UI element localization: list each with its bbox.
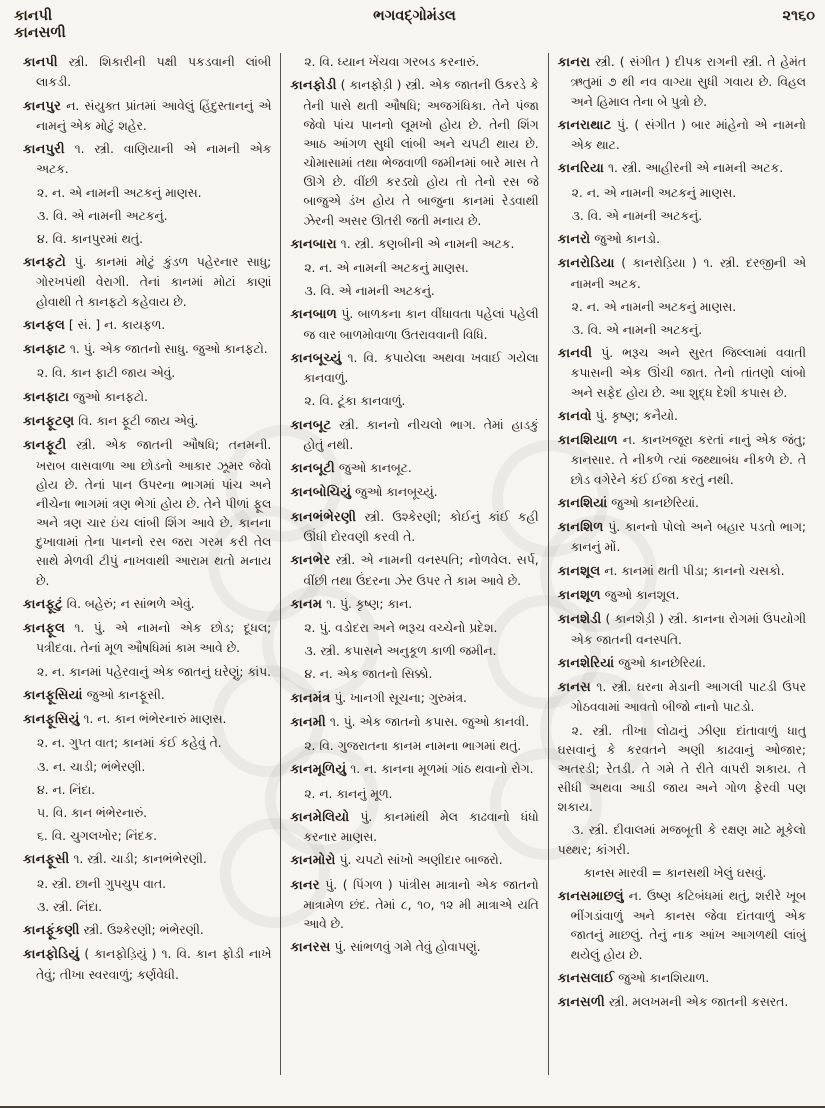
entry-sense: ૨. વિ. ટૂંકા કાનવાળું. xyxy=(304,394,406,409)
dictionary-column-3 xyxy=(548,53,815,1075)
entry-sense: ૨. ન. કાનનું મૂળ. xyxy=(304,786,393,801)
entry-sense: ૩. ન. ચાડી; ભંભેરણી. xyxy=(37,759,146,774)
entry-sense: ૨. ન. ગુપ્ત વાત; કાનમાં કંઈ કહેવું તે. xyxy=(37,736,222,751)
headword: કાનબારા xyxy=(290,236,337,252)
dictionary-entry: કાનમંત્ર પું. ખાનગી સૂચના; ગુરુમંત્ર. xyxy=(290,690,467,706)
headword: કાનસળી xyxy=(557,995,605,1011)
entry-sense: ૨. ન. એ નામની અટકનું માણસ. xyxy=(571,299,737,314)
dictionary-entry: કાનરો જુઓ કાનડો. xyxy=(557,231,661,247)
headword: કાનબૂટી xyxy=(290,461,335,477)
headword: કાનફૂસિયું xyxy=(23,712,80,728)
entry-sense: ૨. સ્ત્રી. તીખા લોઢાનું ઝીણા દાંતાવાળું ધાતુ ઘસવાનું કે કરવતને અણી કાઢવાનું ઓજાર; અતરડી; રેતડી. તે ગમે તે રીતે વાપરી શકાય. તે સીધી અથવા આડી જાય અને ગોળ ફેરવી પણ શકાય. xyxy=(557,723,806,815)
dictionary-entry: કાનબાળ પું. બાળકના કાન વીંધાવતા પહેલાં પહેલી જ વાર બાળમોવાળા ઉતરાવવાની વિધિ. xyxy=(290,307,539,342)
entry-sense: ૩. વિ. એ નામની અટકનું. xyxy=(37,208,168,223)
dictionary-entry: કાનશિળ પું. કાનનો પોલો અને બહાર પડતો ભાગ; કાનનું મોં. xyxy=(557,520,806,555)
headword: કાનપુરી xyxy=(23,142,65,157)
entry-sense: ૨. ન. કાનમાં પહેરવાનું એક જાતનું ઘરેણું; કાંપ. xyxy=(37,664,272,679)
headword: કાનફલ xyxy=(23,317,66,333)
dictionary-column-2 xyxy=(280,53,547,1075)
dictionary-entry: કાનફૂટણ વિ. કાન ફૂટી જાય એવું. xyxy=(23,413,199,429)
dictionary-entry: કાનસમાછલું ન. ઉષ્ણ કટિબંધમાં થતું, શરીરે ખૂબ ભીંગડાંવાળું અને કાનસ જેવા દાંતવાળું એક જાતનું માછલું. તેનું નાક આંખ આગળથી લાંબું થયેલું હોય છે. xyxy=(557,888,806,962)
headword: કાનફૂટું xyxy=(23,596,63,612)
dictionary-entry: કાનફૂસિયું ૧. ન. કાન ભંભેરનારું માણસ. xyxy=(23,712,227,728)
headword: કાનફૂલ xyxy=(23,621,66,637)
dictionary-entry: કાનફાટ ૧. પું. એક જાતનો સાધુ. જુઓ કાનફટો. xyxy=(23,342,268,358)
dictionary-entry: કાનભેર સ્ત્રી. એ નામની વનસ્પતિ; નોળવેલ. સર્પ, વીંછી તથા ઉંદરના ઝેર ઉપર તે કામ આવે છે. xyxy=(290,553,539,588)
entry-sense: ૩. સ્ત્રી. દીવાલમાં મજબૂતી કે રક્ષણ માટે મૂકેલો પથ્થર; કાંગરી. xyxy=(557,823,806,857)
headword: કાનબૂટ xyxy=(290,417,332,433)
dictionary-entry: કાનમ ૧. પું. કૃષ્ણ; કાન. xyxy=(290,596,413,612)
entry-sense: ૨. સ્ત્રી. છાની ગુપચુપ વાત. xyxy=(37,876,167,891)
entry-sense: ૩. વિ. એ નામની અટકનું. xyxy=(571,322,703,337)
headword: કાનરાથાટ xyxy=(557,117,612,133)
header-guide-word-first: કાનપી xyxy=(14,8,53,24)
dictionary-entry: કાનશેડી ( કાનશેડ઼ી ) સ્ત્રી. કાનના રોગમાં ઉપયોગી એક જાતની વનસ્પતિ. xyxy=(557,612,806,647)
headword: કાનફાટ xyxy=(23,342,66,358)
header-page-number: ૨૧૬૦ xyxy=(782,8,816,24)
entry-sense: ૨. વિ. કાન ફાટી જાય એવું. xyxy=(37,366,176,381)
headword: કાનરિયા xyxy=(557,161,605,177)
headword: કાનરોડિયા xyxy=(557,256,615,272)
dictionary-entry: કાનપી સ્ત્રી. શિકારીની પક્ષી પકડવાની લાંબી લાકડી. xyxy=(23,55,272,90)
headword: કાનફૂંકણી xyxy=(23,922,80,938)
dictionary-entry: કાનપુર ન. સંયુક્ત પ્રાંતમાં આવેલું હિંદુસ્તાનનું એ નામનું એક મોટું શહેર. xyxy=(23,98,272,133)
dictionary-entry: કાનફલ [ સં. ] ન. કાયફળ. xyxy=(23,317,166,333)
headword: કાનભંભેરણી xyxy=(290,509,357,525)
headword: કાનફોડિયું xyxy=(23,947,80,963)
dictionary-entry: કાનપુરી ૧. સ્ત્રી. વાણિયાની એ નામની એક અટક. xyxy=(23,142,272,177)
entry-sense: ૨. વિ. ધ્યાન ખેંચવા ગરબડ કરનારું. xyxy=(304,55,480,69)
dictionary-entry: કાનસલાઈ જુઓ કાનશિયાળ. xyxy=(557,970,710,986)
headword: કાનફૂસિયાં xyxy=(23,687,83,703)
dictionary-entry: કાનફૂંકણી સ્ત્રી. ઉશ્કેરણી; ભંભેરણી. xyxy=(23,922,204,938)
entry-sense: ૩. સ્ત્રી. કપાસને અનુકૂળ કાળી જમીન. xyxy=(304,644,497,659)
headword: કાનમી xyxy=(290,714,326,730)
headword: કાનશિયાં xyxy=(557,495,608,511)
headword: કાનરસ xyxy=(290,940,331,956)
headword: કાનફૂટી xyxy=(23,438,67,454)
entry-idiom: કાનસ મારવી = કાનસથી ખેલું ઘસવું. xyxy=(583,865,767,880)
dictionary-entry: કાનસળી સ્ત્રી. મલખમની એક જાતની કસરત. xyxy=(557,995,789,1011)
entry-sense: ૨. ન. એ નામની અટકનું માણસ. xyxy=(571,185,737,200)
dictionary-entry: કાનફૂટી સ્ત્રી. એક જાતની ઔષધિ; તનમની. ખરાબ વાસવાળા આ છોડનો આકાર ઝૂમર જેવો હોય છે. તેનાં પાન ઉપરના ભાગમાં પાંચ અને નીચેના ભાગમાં ત્રણ ભેગાં હોય છે. તેને પીળાં ફૂલ અને ત્રણ ચાર ઇંચ લાંબી શિંગ આવે છે. કાનના દુખાવામાં તેના પાનનો રસ જરા ગરમ કરી તેલ સાથે મેળવી ટીપું નાખવાથી આરામ થતો મનાય છે. xyxy=(23,438,272,588)
dictionary-entry: કાનફૂલ ૧. પું. એ નામનો એક છોડ; દૂધલ; પત્રીદવા. તેનાં મૂળ ઔષધિમાં કામ આવે છે. xyxy=(23,621,272,656)
dictionary-entry: કાનફોડિયું ( કાનફોડ઼િયું ) ૧. વિ. કાન ફોડી નાખે તેવું; તીખા સ્વરવાળું; કર્ણવેધી. xyxy=(23,947,272,982)
headword: કાનમોરો xyxy=(290,853,336,869)
headword: કાનશૂલ xyxy=(557,563,601,579)
entry-sense: ૪. ન. એક જાતનો સિક્કો. xyxy=(304,667,433,682)
headword: કાનસમાછલું xyxy=(557,888,624,904)
header-guide-word-last: કાનસળી xyxy=(14,25,66,41)
header-book-title: ભગવદ્ગોમંડલ xyxy=(373,8,456,24)
entry-sense: ૨. ન. એ નામની અટકનું માણસ. xyxy=(37,185,202,200)
headword: કાનમેલિયો xyxy=(290,809,350,825)
headword: કાનમ xyxy=(290,596,323,612)
dictionary-entry: કાનફટો પું. કાનમાં મોટું કુંડળ પહેરનાર સાધુ; ગોરખપંથી વેરાગી. તેનાં કાનમાં મોટાં કાણાં હોવાથી તે કાનફટો કહેવાય છે. xyxy=(23,255,272,309)
dictionary-entry: કાનબૂટી જુઓ કાનબૂટ. xyxy=(290,461,412,477)
entry-sense: ૬. વિ. ચુગલખોર; નિંદક. xyxy=(37,829,158,844)
dictionary-entry: કાનશૂળ જુઓ કાનશૂલ. xyxy=(557,587,680,603)
headword: કાનશિયાળ xyxy=(557,433,618,449)
headword: કાનશૂળ xyxy=(557,587,601,603)
headword: કાનપુર xyxy=(23,98,62,114)
dictionary-entry: કાનમૂળિયું ૧. ન. કાનના મૂળમાં ગાંઠ થવાનો રોગ. xyxy=(290,762,534,778)
dictionary-entry: કાનવી પું. ભરૂચ અને સુરત જિલ્લામાં વવાતી કપાસની એક ઊંચી જાત. તેનો તાંતણો લાંબો અને સફેદ હોય છે. આ શુદ્ધ દેશી કપાસ છે. xyxy=(557,346,806,400)
dictionary-entry: કાનબૂટ સ્ત્રી. કાનનો નીચલો ભાગ. તેમાં હાડકું હોતું નથી. xyxy=(290,417,539,452)
headword: કાનર xyxy=(290,877,320,893)
headword: કાનભેર xyxy=(290,553,331,569)
headword: કાનરા xyxy=(557,55,591,70)
dictionary-entry: કાનશેરિયાં જુઓ કાનછેરિયાં. xyxy=(557,655,706,671)
headword: કાનવો xyxy=(557,408,592,424)
entry-sense: ૫. વિ. કાન ભંભેરનારું. xyxy=(37,805,148,820)
entry-sense: ૨. પું. વડોદરા અને ભરૂચ વચ્ચેનો પ્રદેશ. xyxy=(304,621,498,636)
dictionary-entry: કાનમેલિયો પું. કાનમાંથી મેલ કાઢવાનો ધંધો કરનાર માણસ. xyxy=(290,809,539,845)
entry-sense: ૩. વિ. એ નામની અટકનું. xyxy=(571,208,703,223)
headword: કાનફાટા xyxy=(23,389,70,405)
headword: કાનમંત્ર xyxy=(290,690,331,706)
headword: કાનપી xyxy=(23,55,58,70)
dictionary-entry: કાનશૂલ ન. કાનમાં થતી પીડા; કાનનો ચસકો. xyxy=(557,563,785,579)
dictionary-entry: કાનમી ૧. પું. એક જાતનો કપાસ. જુઓ કાનવી. xyxy=(290,714,530,730)
entry-sense: ૨. વિ. ગુજરાતના કાનમ નામના ભાગમાં થતું. xyxy=(304,739,522,754)
dictionary-entry: કાનરસ પું. સાંભળવું ગમે તેવું હોવાપણું. xyxy=(290,940,481,956)
headword: કાનશેરિયાં xyxy=(557,655,615,671)
dictionary-entry: કાનફૂસિયાં જુઓ કાનફૂસી. xyxy=(23,687,165,703)
dictionary-entry: કાનરા સ્ત્રી. ( સંગીત ) દીપક રાગની સ્ત્રી. તે હેમંત ઋતુમાં ૭ થી નવ વાગ્યા સુધી ગવાય છે. વિહલ અને હિમાલ તેના બે પુત્રો છે. xyxy=(557,55,806,109)
dictionary-entry: કાનશિયાં જુઓ કાનછેરિયાં. xyxy=(557,495,699,511)
headword: કાનશેડી xyxy=(557,612,602,628)
headword: કાનફટો xyxy=(23,255,66,271)
dictionary-entry: કાનર પું. ( પિંગળ ) પાંત્રીસ માત્રાનો એક જાતનો માત્રામેળ છંદ. તેમાં ૮, ૧૦, ૧૨ મી માત્રાએ યતિ આવે છે. xyxy=(290,877,539,932)
entry-sense: ૪. વિ. કાનપુરમાં થતું. xyxy=(37,231,143,246)
headword: કાનરો xyxy=(557,231,591,247)
entry-sense: ૪. ન. નિંદા. xyxy=(37,782,96,797)
dictionary-entry: કાનસ ૧. સ્ત્રી. ઘરના મેડાની આગલી પાટડી ઉપર ગોઠવવામાં આવતો બીજો નાનો પાટડો. xyxy=(557,680,806,715)
page-header xyxy=(14,8,815,24)
entry-sense: ૩. વિ. એ નામની અટકનું. xyxy=(304,284,435,299)
headword: કાનફૂટણ xyxy=(23,413,75,429)
dictionary-entry: કાનશિયાળ ન. કાનખજૂરા કરતાં નાનું એક જંતુ; કાનસાર. તે નીકળે ત્યાં જથ્થાબંધ નીકળે છે. તે છોડ વગેરેને કંઈ ઈજા કરતું નથી. xyxy=(557,433,806,487)
dictionary-columns xyxy=(14,53,815,1075)
headword: કાનસલાઈ xyxy=(557,970,615,986)
headword: કાનશિળ xyxy=(557,520,604,536)
dictionary-column-1 xyxy=(14,53,280,1075)
headword: કાનવી xyxy=(557,346,593,362)
dictionary-entry: કાનબોચિયું જુઓ કાનબૂચ્યું. xyxy=(290,485,438,501)
dictionary-entry: કાનફાટા જુઓ કાનફટો. xyxy=(23,389,148,405)
dictionary-entry: કાનફૂટું વિ. બહેરું; ન સાંભળે એવું. xyxy=(23,596,195,612)
dictionary-entry: કાનરાથાટ પું. ( સંગીત ) બાર માંહેનો એ નામનો એક થાટ. xyxy=(557,117,806,152)
dictionary-entry: કાનફૂસી ૧. સ્ત્રી. ચાડી; કાનભંભેરણી. xyxy=(23,852,207,868)
headword: કાનફૂસી xyxy=(23,852,70,868)
headword: કાનફોડી xyxy=(290,78,337,94)
headword: કાનબૂચ્યું xyxy=(290,350,342,366)
dictionary-entry: કાનભંભેરણી સ્ત્રી. ઉશ્કેરણી; કોઈનું કાંઈ કહી ઊંધી દોરવણી કરવી તે. xyxy=(290,509,539,545)
entry-sense: ૩. સ્ત્રી. નિંદા. xyxy=(37,899,103,914)
dictionary-entry: કાનવો પું. કૃષ્ણ; કનૈયો. xyxy=(557,408,678,424)
headword: કાનબોચિયું xyxy=(290,485,352,501)
dictionary-entry: કાનફોડી ( કાનફોડ઼ી ) સ્ત્રી. એક જાતની ઉકરડે કે તેની પાસે થતી ઔષધિ; અજગંધિકા. તેને પંજા જેવો પાંચ પાનનો લૂમખો હોય છે. તેની શિંગ આઠ આંગળ સુધી લાંબી અને ચપટી થાય છે. ચોમાસામાં તથા ભેજવાળી જમીનમાં બારે માસ તે ઊગે છે. વીંછી કરડ્યો હોય તો તેનો રસ જે બાજુએ ડંખ હોય તે બાજુના કાનમાં રેડવાથી ઝેરની અસર ઊતરી જતી મનાય છે. xyxy=(290,78,539,228)
headword: કાનમૂળિયું xyxy=(290,762,347,778)
dictionary-entry: કાનબારા ૧. સ્ત્રી. કણબીની એ નામની અટક. xyxy=(290,236,515,252)
dictionary-entry: કાનરોડિયા ( કાનરોડ઼િયા ) ૧. સ્ત્રી. દરજીની એ નામની અટક. xyxy=(557,256,806,291)
headword: કાનસ xyxy=(557,680,591,695)
dictionary-entry: કાનમોરો પું. ચપટો સાંખો અણીદાર બાજરો. xyxy=(290,853,503,869)
dictionary-entry: કાનબૂચ્યું ૧. વિ. કપાયેલા અથવા ખવાઈ ગયેલા કાનવાળું. xyxy=(290,350,539,386)
entry-sense: ૨. ન. એ નામની અટકનું માણસ. xyxy=(304,261,469,276)
dictionary-entry: કાનરિયા ૧. સ્ત્રી. આહીરની એ નામની અટક. xyxy=(557,161,784,177)
headword: કાનબાળ xyxy=(290,307,337,323)
